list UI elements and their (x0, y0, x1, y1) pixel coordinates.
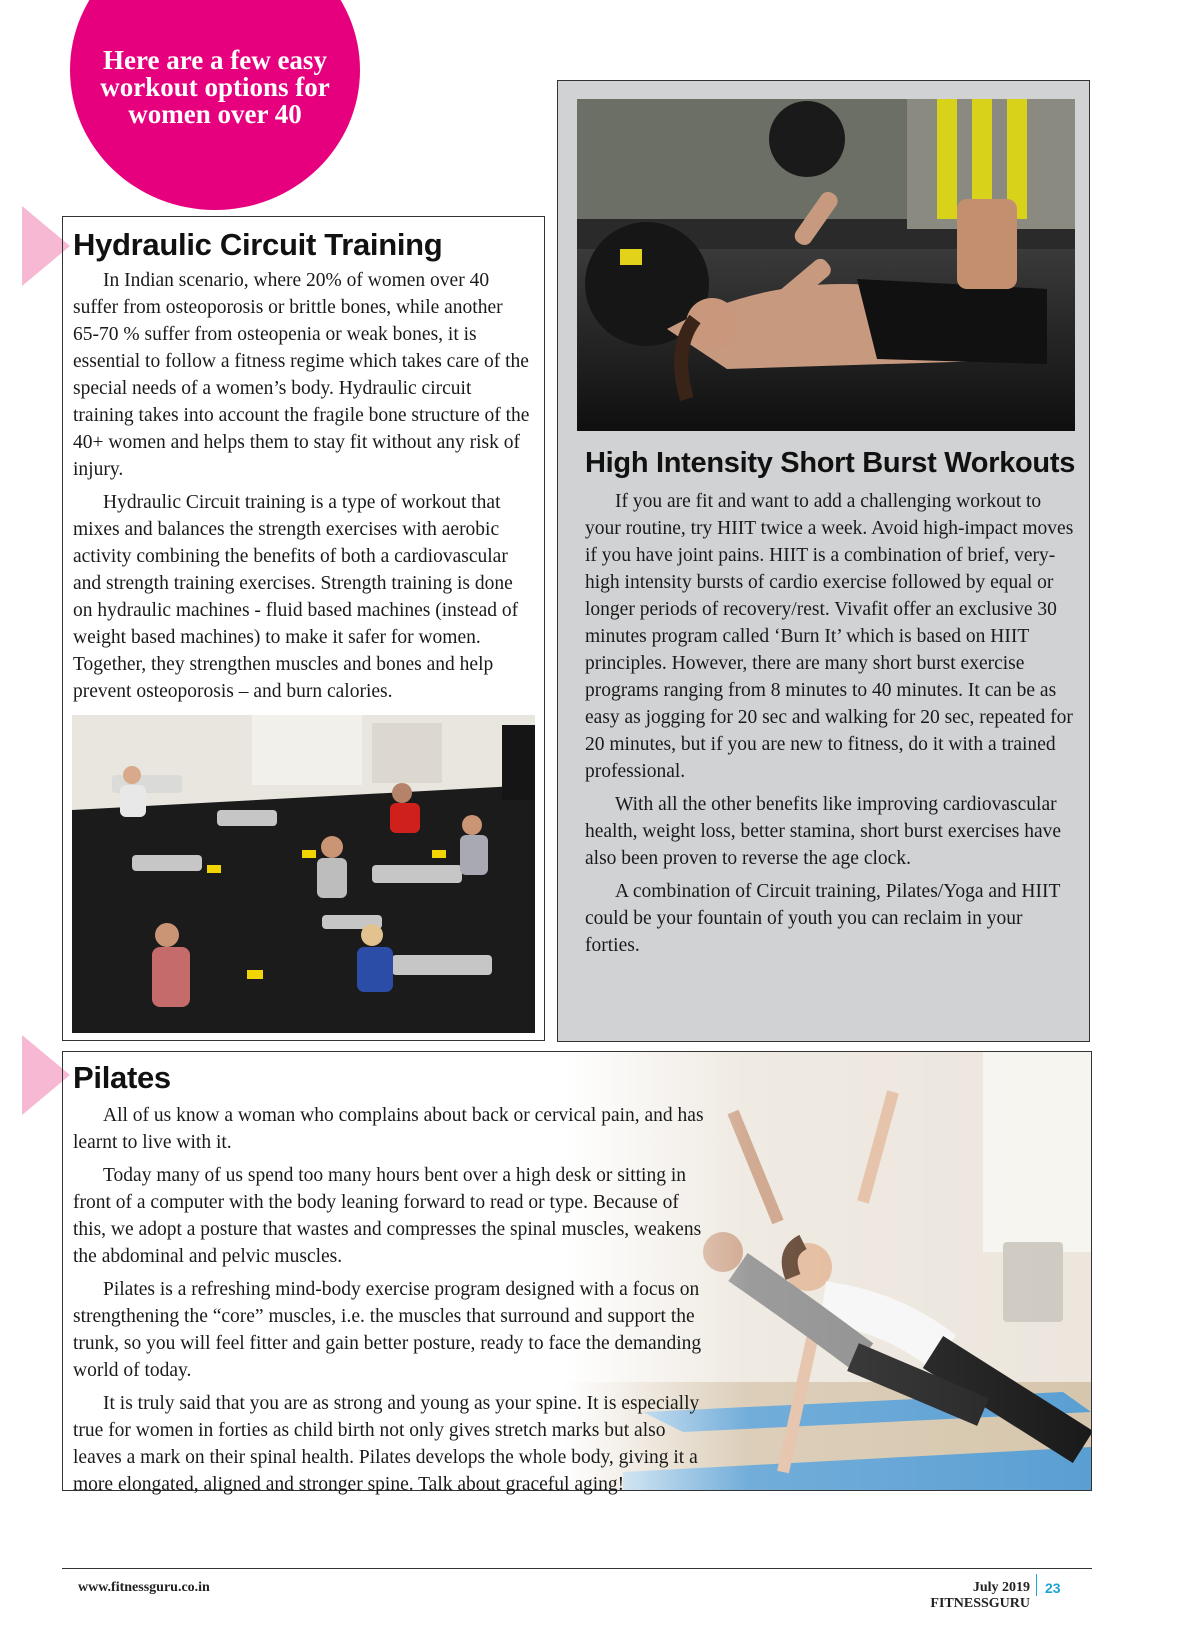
pilates-paragraph-2: Today many of us spend too many hours bent over a high desk or sitting in front of a computer with the body leaning forward to read or type. Because of this, we adopt a posture that wastes and compresses the spinal muscles, weakens the abdominal and pelvic muscles. (73, 1165, 702, 1267)
footer-website: www.fitnessguru.co.in (78, 1580, 210, 1595)
hiit-paragraph-2: With all the other benefits like improving cardiovascular health, weight loss, better stamina, short burst exercises have also been proven to reverse the age clock. (585, 794, 1061, 869)
pilates-heading: Pilates (73, 1060, 171, 1095)
hiit-paragraph-1: If you are fit and want to add a challenging workout to your routine, try HIIT twice a week. Avoid high-impact moves if you have joint pains. HIIT is a combination of brief, very-high intensity bursts of cardio exercise followed by equal or longer periods of recovery/rest. Vivafit offer an exclusive 30 minutes program called ‘Burn It’ which is based on HIIT principles. However, there are many short burst exercise programs ranging from 8 minutes to 40 minutes. It can be as easy as jogging for 20 sec and walking for 20 sec, repeated for 20 minutes, but if you are new to fitness, do it with a trained professional. (585, 491, 1074, 782)
footer-issue: July 2019 FITNESSGURU (930, 1580, 1030, 1611)
hydraulic-paragraph-1: In Indian scenario, where 20% of women over 40 suffer from osteoporosis or brittle bones, while another 65-70 % suffer from osteopenia or weak bones, it is essential to follow a fitness regime which takes care of the special needs of a women’s body. Hydraulic circuit training takes into account the fragile bone structure of the 40+ women and helps them to stay fit without any risk of injury. (73, 270, 530, 480)
page-number: 23 (1045, 1580, 1061, 1596)
hiit-workout-photo (577, 99, 1075, 431)
pilates-paragraph-4: It is truly said that you are as strong and young as your spine. It is especially true for women in forties as child birth not only gives stretch marks but also leaves a mark on their spinal health. Pilates develops the whole body, giving it a more elongated, aligned and stronger spine. Talk about graceful aging! (73, 1393, 700, 1495)
pilates-paragraph-1: All of us know a woman who complains about back or cervical pain, and has learnt to live with it. (73, 1105, 704, 1153)
hydraulic-paragraph-2: Hydraulic Circuit training is a type of workout that mixes and balances the strength exercises with aerobic activity combining the benefits of both a cardiovascular and strength training exercises. Strength training is done on hydraulic machines - fluid based machines (instead of weight based machines) to make it safer for women. Together, they strengthen muscles and bones and help prevent osteoporosis – and burn calories. (73, 492, 519, 702)
hiit-section (557, 80, 1090, 1042)
hiit-paragraph-3: A combination of Circuit training, Pilates/Yoga and HIIT could be your fountain of youth you can reclaim in your forties. (585, 881, 1061, 956)
footer-rule (62, 1568, 1092, 1569)
footer-divider (1036, 1574, 1037, 1596)
hiit-heading: High Intensity Short Burst Workouts (585, 447, 1076, 479)
hydraulic-section (62, 216, 545, 1041)
callout-circle (70, 0, 360, 210)
gym-circuit-photo (72, 715, 535, 1033)
hydraulic-heading: Hydraulic Circuit Training (73, 227, 443, 262)
pilates-section (62, 1051, 1092, 1495)
pilates-paragraph-3: Pilates is a refreshing mind-body exercise program designed with a focus on strengthening the “core” muscles, i.e. the muscles that surround and support the trunk, so you will feel fitter and gain better posture, ready to face the demanding world of today. (73, 1279, 702, 1381)
callout-text: Here are a few easy workout options for women over 40 (100, 45, 330, 129)
